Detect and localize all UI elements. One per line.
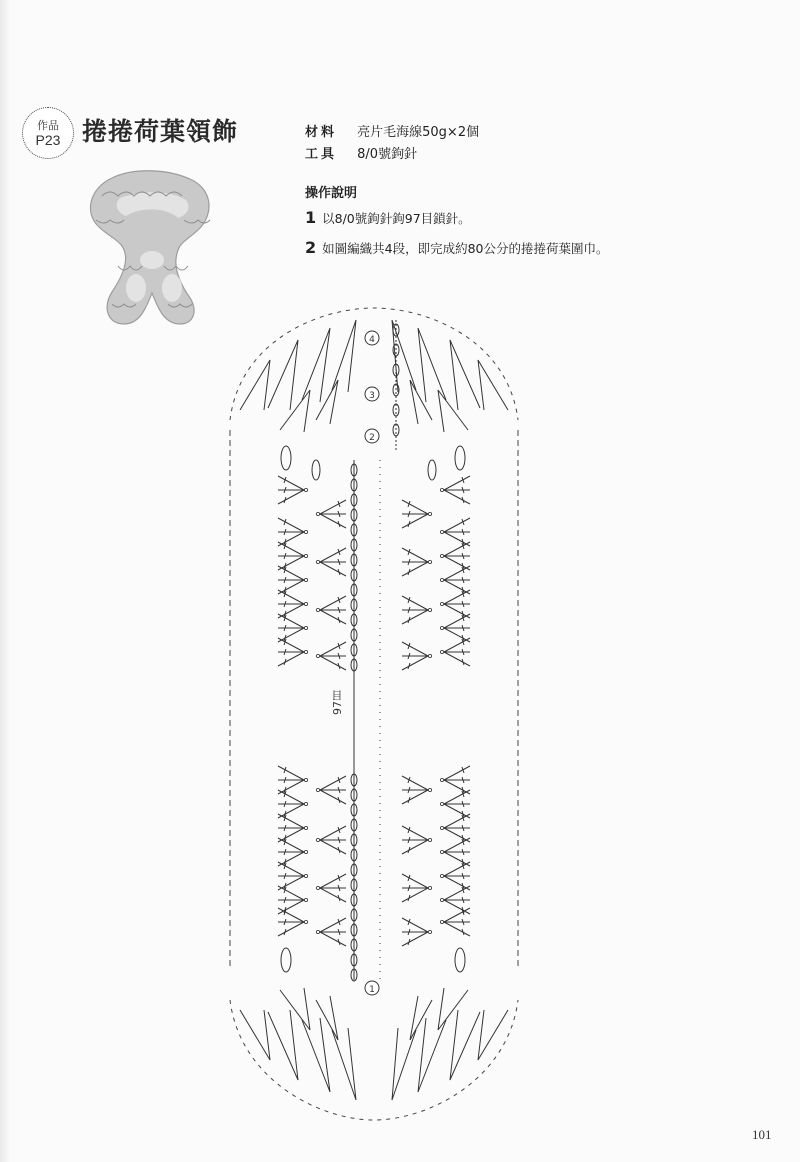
round-marker-2: 2: [369, 433, 375, 443]
stitch-rows-left-upper: [278, 476, 346, 670]
bottom-fan-stitches: [240, 948, 508, 1100]
work-label: 作品: [37, 118, 59, 132]
step-2-text: 如圖編織共4段，即完成約80公分的捲捲荷葉圍巾。: [322, 241, 609, 256]
round-marker-3: 3: [369, 391, 375, 401]
foundation-chain: [351, 320, 399, 981]
step-1-text: 以8/0號鉤針鉤97目鎖針。: [322, 211, 471, 226]
round-marker-1: 1: [369, 985, 375, 995]
instruction-step-2: [305, 238, 609, 257]
chain-count-label: 97目: [331, 690, 344, 715]
round-marker-4: 4: [369, 335, 375, 345]
instruction-step-1: [305, 208, 471, 227]
spec-materials-key: 材料: [305, 125, 338, 140]
spec-tools: [305, 143, 417, 162]
spec-tools-key: 工具: [305, 147, 338, 162]
scarf-photo: [72, 168, 232, 328]
stitch-rows-right-lower: [402, 766, 470, 946]
step-1-number: 1: [305, 208, 317, 227]
stitch-rows-left-lower: [278, 766, 346, 946]
spec-materials: [305, 121, 479, 140]
page-number: 101: [752, 1127, 772, 1142]
spec-materials-value: 亮片毛海線50g×2個: [357, 125, 480, 140]
step-2-number: 2: [305, 238, 317, 257]
page-title: 捲捲荷葉領飾: [82, 117, 239, 146]
round-markers-top: [365, 331, 379, 995]
page-edge: [0, 0, 10, 1162]
stitch-rows-right-upper: [402, 476, 470, 670]
instructions-heading: 操作說明: [305, 186, 358, 201]
work-number: P23: [35, 131, 61, 148]
spec-tools-value: 8/0號鉤針: [357, 147, 418, 162]
crochet-chart: [220, 300, 540, 1130]
work-badge: [22, 107, 74, 159]
